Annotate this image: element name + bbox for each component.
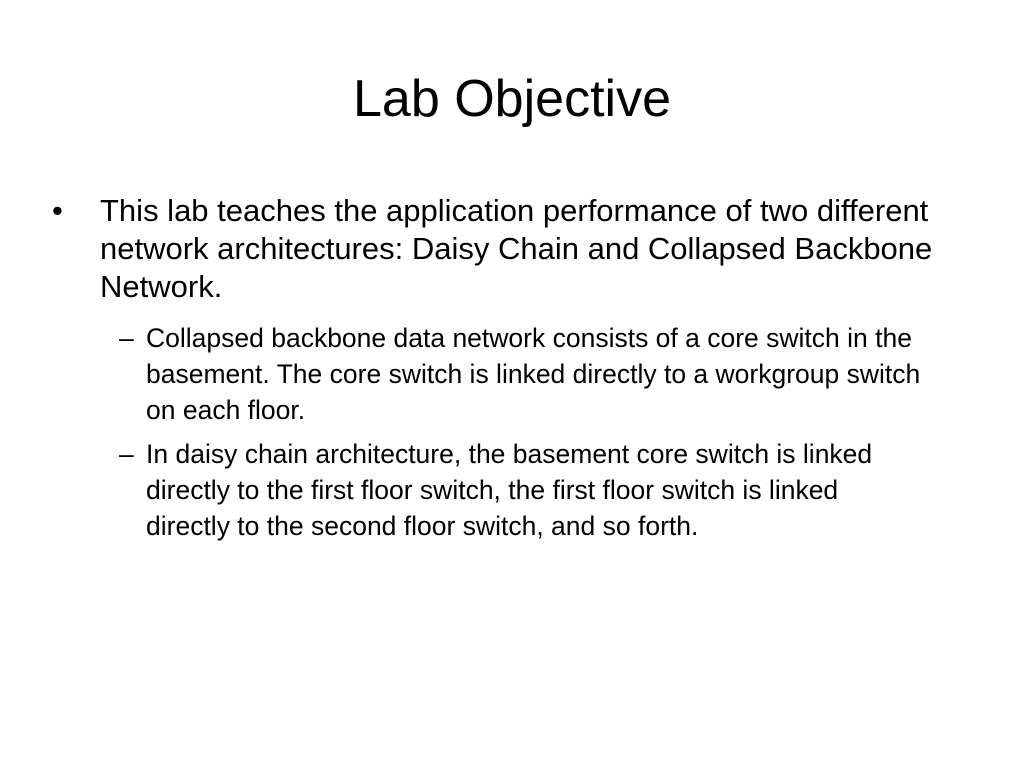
sub-bullet-list (119, 320, 950, 544)
bullet-text: This lab teaches the application performance of two different network architectures: Daisy Chain and Collapsed Backbone Network. (100, 193, 933, 304)
sub-bullet-marker: – (119, 439, 134, 469)
sub-bullet-item (119, 436, 926, 544)
bullet-item (52, 192, 950, 544)
sub-bullet-text: Collapsed backbone data network consists of a core switch in the basement. The core switch is linked directly to a workgroup switch on each floor. (146, 323, 921, 425)
sub-bullet-text: In daisy chain architecture, the basement core switch is linked directly to the first floor switch, the first floor switch is linked directly to the second floor switch, and so forth. (146, 439, 873, 541)
sub-bullet-item (119, 320, 926, 428)
bullet-list (52, 192, 950, 552)
slide-title: Lab Objective (353, 70, 671, 128)
bullet-marker: • (52, 193, 63, 228)
sub-bullet-marker: – (119, 323, 134, 353)
